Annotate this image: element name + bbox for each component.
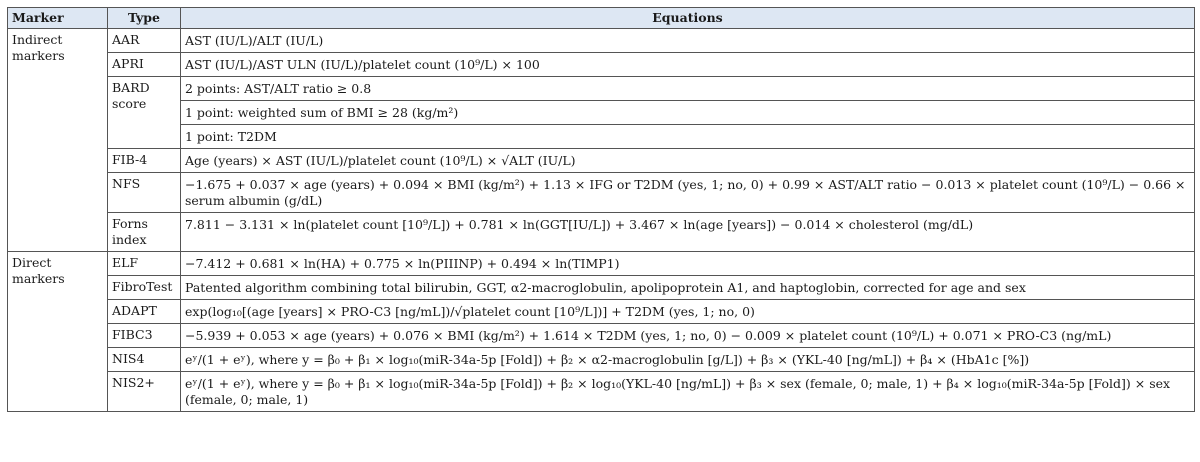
table-row [8,149,1195,173]
type-cell: FibroTest [108,276,181,300]
table-row [8,324,1195,348]
equation-cell: 1 point: T2DM [181,125,1195,149]
equation-cell: AST (IU/L)/ALT (IU/L) [181,29,1195,53]
table-row [8,372,1195,412]
table-row [8,348,1195,372]
markers-table [7,7,1195,412]
header-equations: Equations [181,8,1195,29]
group-direct: Direct markers [8,252,108,412]
type-cell: NIS4 [108,348,181,372]
header-type: Type [108,8,181,29]
type-cell: AAR [108,29,181,53]
equation-cell: Patented algorithm combining total bilirubin, GGT, α2-macroglobulin, apolipoprotein A1, and haptoglobin, corrected for age and sex [181,276,1195,300]
equation-cell: −7.412 + 0.681 × ln(HA) + 0.775 × ln(PIIINP) + 0.494 × ln(TIMP1) [181,252,1195,276]
type-cell: NIS2+ [108,372,181,412]
equation-cell: eʸ/(1 + eʸ), where y = β₀ + β₁ × log₁₀(miR-34a-5p [Fold]) + β₂ × log₁₀(YKL-40 [ng/mL]) + β₃ × sex (female, 0; male, 1) + β₄ × log₁₀(miR-34a-5p [Fold]) × sex (female, 0; male, 1) [181,372,1195,412]
type-cell: APRI [108,53,181,77]
table-row [8,276,1195,300]
equation-cell: exp(log₁₀[(age [years] × PRO-C3 [ng/mL])/√platelet count [10⁹/L])] + T2DM (yes, 1; no, 0) [181,300,1195,324]
equation-cell: eʸ/(1 + eʸ), where y = β₀ + β₁ × log₁₀(miR-34a-5p [Fold]) + β₂ × α2-macroglobulin [g/L]) + β₃ × (YKL-40 [ng/mL]) + β₄ × (HbA1c [%]) [181,348,1195,372]
table-row [8,101,1195,125]
table-row [8,29,1195,53]
table-row [8,300,1195,324]
equation-cell: 1 point: weighted sum of BMI ≥ 28 (kg/m²) [181,101,1195,125]
type-cell: FIB-4 [108,149,181,173]
type-cell: Forns index [108,213,181,252]
equation-cell: 2 points: AST/ALT ratio ≥ 0.8 [181,77,1195,101]
type-cell: ELF [108,252,181,276]
type-cell: FIBC3 [108,324,181,348]
type-cell: ADAPT [108,300,181,324]
equation-cell: −5.939 + 0.053 × age (years) + 0.076 × BMI (kg/m²) + 1.614 × T2DM (yes, 1; no, 0) − 0.009 × platelet count (10⁹/L) + 0.071 × PRO-C3 (ng/mL) [181,324,1195,348]
table-row [8,77,1195,101]
group-indirect: Indirect markers [8,29,108,252]
type-cell: BARD score [108,77,181,149]
equation-cell: Age (years) × AST (IU/L)/platelet count (10⁹/L) × √ALT (IU/L) [181,149,1195,173]
header-marker: Marker [8,8,108,29]
table-row [8,213,1195,252]
table-row [8,125,1195,149]
equation-cell: AST (IU/L)/AST ULN (IU/L)/platelet count (10⁹/L) × 100 [181,53,1195,77]
equation-cell: 7.811 − 3.131 × ln(platelet count [10⁹/L]) + 0.781 × ln(GGT[IU/L]) + 3.467 × ln(age [years]) − 0.014 × cholesterol (mg/dL) [181,213,1195,252]
table-row [8,53,1195,77]
equation-cell: −1.675 + 0.037 × age (years) + 0.094 × BMI (kg/m²) + 1.13 × IFG or T2DM (yes, 1; no, 0) + 0.99 × AST/ALT ratio − 0.013 × platelet count (10⁹/L) − 0.66 × serum albumin (g/dL) [181,173,1195,213]
table-row [8,173,1195,213]
header-row [8,8,1195,29]
type-cell: NFS [108,173,181,213]
table-row [8,252,1195,276]
